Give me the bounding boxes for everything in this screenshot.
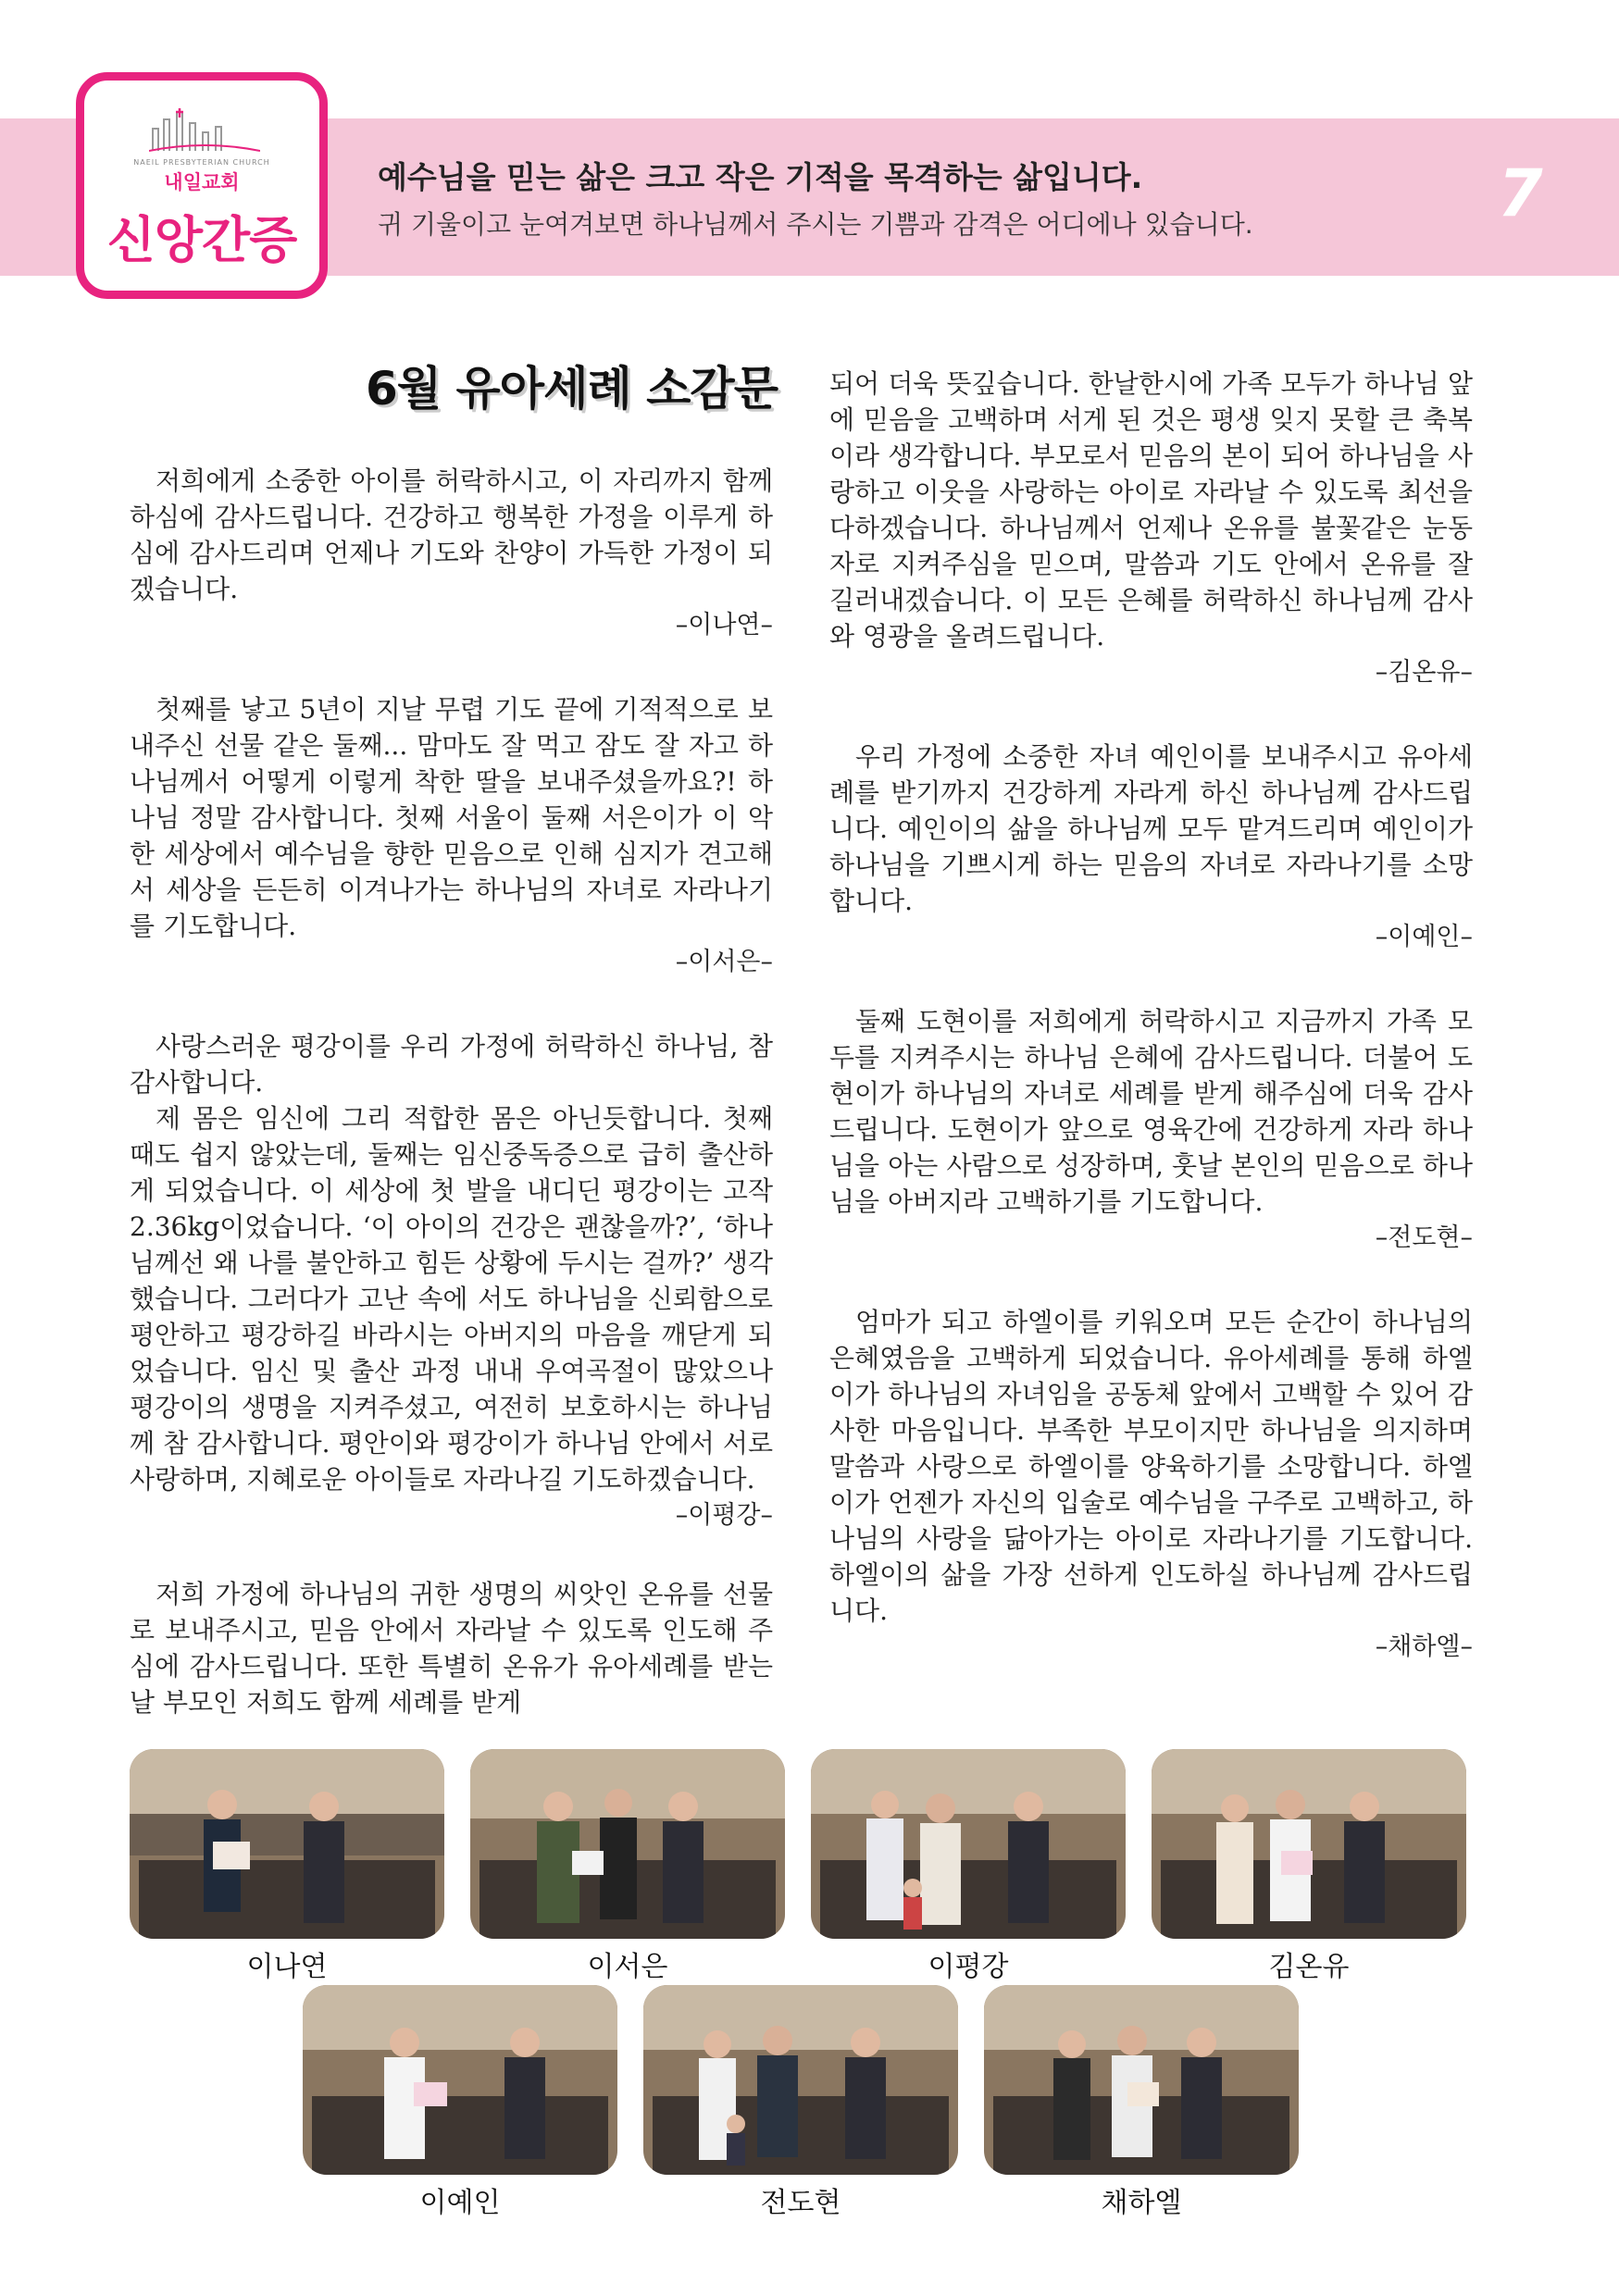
photo-caption: 전도현 [760, 2187, 841, 2219]
testimony-paragraph: 저희에게 소중한 아이를 허락하시고, 이 자리까지 함께 하심에 감사드립니다. 건강하고 행복한 가정을 이루게 하심에 감사드리며 언제나 기도와 찬양이 가득한 가정이 되겠습니다. [130, 465, 773, 604]
testimony-signature: –이예인– [1375, 923, 1473, 951]
photo-caption: 채하엘 [1101, 2187, 1182, 2219]
testimony-entry [130, 463, 773, 643]
baptism-photo [303, 1985, 617, 2175]
photo-caption: 이서은 [587, 1951, 668, 1983]
testimony-signature: –채하엘– [1375, 1632, 1473, 1661]
testimony-entry [829, 738, 1473, 955]
baptism-photo [811, 1749, 1126, 1939]
testimony-entry [829, 366, 1473, 690]
article-title: 6월 유아세례 소감문 [365, 362, 778, 416]
photo-caption: 이예인 [419, 2187, 501, 2219]
header-headline: 예수님을 믿는 삶은 크고 작은 기적을 목격하는 삶입니다. [378, 159, 1143, 195]
baptism-photo [643, 1985, 958, 2175]
baptism-photo [470, 1749, 785, 1939]
baptism-photo [984, 1985, 1299, 2175]
testimony-paragraph: 사랑스러운 평강이를 우리 가정에 허락하신 하나님, 참 감사합니다. [130, 1031, 773, 1098]
testimony-entry [130, 691, 773, 980]
testimony-entry [130, 1576, 773, 1720]
right-column [829, 366, 1473, 1713]
testimony-paragraph: 첫째를 낳고 5년이 지날 무렵 기도 끝에 기적적으로 보내주신 선물 같은 둘째... 맘마도 잘 먹고 잠도 잘 자고 하나님께서 어떻게 이렇게 착한 딸을 보내주셨을까요?! 하나님 정말 감사합니다. 첫째 서울이 둘째 서은이가 이 악한 세상에서 예수님을 향한 믿음으로 인해 심지가 견고해서 세상을 든든히 이겨나가는 하나님의 자녀로 자라나기를 기도합니다. [130, 694, 773, 941]
left-column [130, 463, 773, 1720]
testimony-paragraph: 우리 가정에 소중한 자녀 예인이를 보내주시고 유아세례를 받기까지 건강하게 자라게 하신 하나님께 감사드립니다. 예인이의 삶을 하나님께 모두 맡겨드리며 예인이가 하나님을 기쁘시게 하는 믿음의 자녀로 자라나기를 소망합니다. [829, 741, 1473, 916]
testimony-paragraph: 둘째 도현이를 저희에게 허락하시고 지금까지 가족 모두를 지켜주시는 하나님 은혜에 감사드립니다. 더불어 도현이가 하나님의 자녀로 세례를 받게 해주심에 더욱 감사드립니다. 도현이가 앞으로 영육간에 건강하게 자라 하나님을 아는 사람으로 성장하며, 훗날 본인의 믿음으로 하나님을 아버지라 고백하기를 기도합니다. [829, 1006, 1473, 1217]
page-number: 7 [1498, 155, 1543, 231]
section-title: 신앙간증 [106, 211, 297, 269]
photo-caption: 이평강 [928, 1951, 1009, 1983]
testimony-paragraph: 엄마가 되고 하엘이를 키워오며 모든 순간이 하나님의 은혜였음을 고백하게 되었습니다. 유아세례를 통해 하엘이가 하나님의 자녀임을 공동체 앞에서 고백할 수 있어 감사한 마음입니다. 부족한 부모이지만 하나님을 의지하며 말씀과 사랑으로 하엘이를 양육하기를 소망합니다. 하엘이가 언젠가 자신의 입술로 예수님을 구주로 고백하고, 하나님의 사랑을 닮아가는 아이로 자라나기를 기도합니다. 하엘이의 삶을 가장 선하게 인도하실 하나님께 감사드립니다. [829, 1307, 1473, 1626]
logo-church-name: 내일교회 [164, 171, 240, 193]
baptism-photo [1152, 1749, 1466, 1939]
church-skyline-icon [149, 108, 260, 153]
testimony-signature: –이나연– [675, 611, 773, 639]
logo-english-text: NAEIL PRESBYTERIAN CHURCH [133, 158, 270, 167]
testimony-entry [829, 1304, 1473, 1665]
testimony-signature: –이서은– [675, 948, 773, 976]
testimony-signature: –전도현– [1375, 1223, 1473, 1252]
testimony-signature: –이평강– [675, 1501, 773, 1530]
testimony-entry [829, 1003, 1473, 1256]
header-subline: 귀 기울이고 눈여겨보면 하나님께서 주시는 기쁨과 감격은 어디에나 있습니다. [378, 209, 1253, 240]
testimony-continuation: 되어 더욱 뜻깊습니다. 한날한시에 가족 모두가 하나님 앞에 믿음을 고백하며 서게 된 것은 평생 잊지 못할 큰 축복이라 생각합니다. 부모로서 믿음의 본이 되어 하나님을 사랑하고 이웃을 사랑하는 아이로 자라날 수 있도록 최선을 다하겠습니다. 하나님께서 언제나 온유를 불꽃같은 눈동자로 지켜주심을 믿으며, 말씀과 기도 안에서 온유를 잘 길러내겠습니다. 이 모든 은혜를 허락하신 하나님께 감사와 영광을 올려드립니다. [829, 368, 1473, 652]
photo-caption: 김온유 [1268, 1951, 1350, 1983]
testimony-paragraph: 제 몸은 임신에 그리 적합한 몸은 아닌듯합니다. 첫째 때도 쉽지 않았는데, 둘째는 임신중독증으로 급히 출산하게 되었습니다. 이 세상에 첫 발을 내디딘 평강이는 고작 2.36kg이었습니다. ‘이 아이의 건강은 괜찮을까?’, ‘하나님께선 왜 나를 불안하고 힘든 상황에 두시는 걸까?’ 생각했습니다. 그러다가 고난 속에 서도 하나님을 신뢰함으로 평안하고 평강하길 바라시는 아버지의 마음을 깨닫게 되었습니다. 임신 및 출산 과정 내내 우여곡절이 많았으나 평강이의 생명을 지켜주셨고, 여전히 보호하시는 하나님께 참 감사합니다. 평안이와 평강이가 하나님 안에서 서로 사랑하며, 지혜로운 아이들로 자라나길 기도하겠습니다. [130, 1103, 773, 1495]
baptism-photo [130, 1749, 444, 1939]
testimony-entry [130, 1028, 773, 1533]
section-logo [76, 72, 328, 299]
testimony-paragraph: 저희 가정에 하나님의 귀한 생명의 씨앗인 온유를 선물로 보내주시고, 믿음 안에서 자라날 수 있도록 인도해 주심에 감사드립니다. 또한 특별히 온유가 유아세례를 받는 날 부모인 저희도 함께 세례를 받게 [130, 1579, 773, 1718]
testimony-signature: –김온유– [1375, 658, 1473, 687]
photo-caption: 이나연 [246, 1951, 328, 1983]
